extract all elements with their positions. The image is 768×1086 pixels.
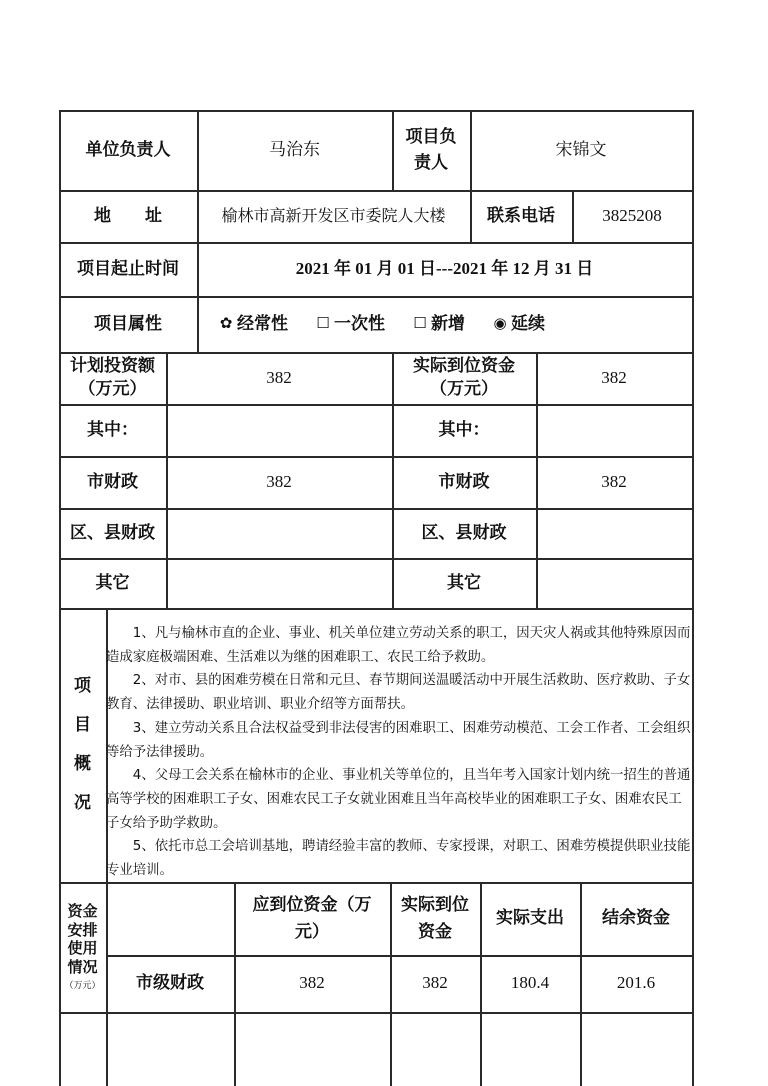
- radio-selected-icon: ◉: [493, 314, 507, 333]
- address-value: 榆林市高新开发区市委院人大楼: [221, 205, 446, 225]
- attr-option-label: 一次性: [334, 313, 385, 334]
- col-actual-funds-line2: 资金: [418, 921, 452, 942]
- county-finance-left-label: 区、县财政: [70, 522, 155, 543]
- funds-row-remain: 201.6: [616, 973, 656, 993]
- col-due-funds-line2: 元）: [295, 921, 329, 942]
- col-actual-funds-header: [390, 882, 480, 955]
- funds-title-chars: 安排: [67, 920, 98, 939]
- phone-value: 3825208: [602, 205, 662, 225]
- county-finance-right-label: 区、县财政: [421, 522, 507, 543]
- col-due-funds-header: [234, 882, 390, 955]
- among-right-label: 其中：: [438, 419, 490, 440]
- funds-title-chars: 情况: [67, 958, 98, 977]
- phone-label: 联系电话: [487, 205, 555, 226]
- funds-row-due: 382: [299, 973, 325, 993]
- project-head-label-line2: 责人: [414, 153, 448, 173]
- city-finance-right-label: 市财政: [438, 471, 490, 492]
- overview-title-char: 况: [74, 793, 91, 814]
- unit-head-label: 单位负责人: [85, 139, 171, 160]
- city-finance-left-label: 市财政: [87, 471, 138, 492]
- other-right-label: 其它: [447, 572, 481, 593]
- attr-option-new[interactable]: [411, 311, 465, 337]
- overview-title-char: 目: [74, 714, 91, 735]
- attr-option-label: 经常性: [237, 313, 288, 334]
- overview-text: [106, 622, 692, 883]
- attr-option-label: 新增: [431, 313, 465, 334]
- overview-title-char: 项: [74, 675, 91, 696]
- attr-label: 项目属性: [94, 313, 162, 334]
- col-due-funds-line1: 应到位资金（万: [252, 895, 372, 916]
- funds-title-chars: 使用: [67, 939, 98, 958]
- funds-title-chars: 资金: [67, 901, 98, 920]
- plan-invest-value: 382: [266, 367, 292, 387]
- overview-title-char: 概: [74, 754, 91, 774]
- plan-invest-label-line2: （万元）: [78, 379, 147, 399]
- plan-invest-label: [59, 352, 166, 404]
- attr-option-label: 延续: [511, 313, 545, 334]
- among-left-label: 其中：: [87, 419, 138, 440]
- period-value: 2021 年 01 月 01 日---2021 年 12 月 31 日: [295, 258, 594, 278]
- period-label: 项目起止时间: [77, 258, 179, 279]
- actual-funds-label: [392, 352, 536, 404]
- attr-option-onetime[interactable]: [314, 311, 385, 337]
- address-label: 地 址: [94, 205, 162, 226]
- funds-title: [59, 882, 106, 1012]
- overview-paragraph: 1、凡与榆林市直的企业、事业、机关单位建立劳动关系的职工，因天灾人祸或其他特殊原因而造成家庭极端困难、生活难以为继的困难职工、农民工给予救助。: [106, 626, 691, 665]
- checkbox-empty-icon: ☐: [413, 314, 427, 333]
- city-finance-left-value: 382: [266, 471, 292, 491]
- col-actual-funds-line1: 实际到位: [401, 895, 469, 916]
- unit-head-value: 马治东: [269, 139, 320, 160]
- overview-paragraph: 3、建立劳动关系且合法权益受到非法侵害的困难职工、困难劳动模范、工会工作者、工会组织等给予法律援助。: [106, 720, 691, 760]
- overview-paragraph: 2、对市、县的困难劳模在日常和元旦、春节期间送温暖活动中开展生活救助、医疗救助、子女教育、法律援助、职业培训、职业介绍等方面帮扶。: [106, 673, 691, 713]
- col-remain-header: 结余资金: [602, 908, 670, 929]
- flower-icon: ✿: [219, 314, 233, 333]
- funds-row-actual: 382: [422, 973, 448, 993]
- plan-invest-label-line1: 计划投资额: [70, 356, 155, 377]
- project-head-value: 宋锦文: [555, 139, 607, 160]
- attr-options: [197, 296, 692, 352]
- attr-option-continue[interactable]: [491, 311, 545, 337]
- col-spent-header: 实际支出: [496, 908, 564, 929]
- project-head-label: [392, 110, 470, 190]
- funds-row-spent: 180.4: [510, 973, 550, 993]
- project-head-label-line1: 项目负: [405, 126, 457, 147]
- actual-funds-value: 382: [601, 367, 627, 387]
- funds-title-unit: （万元）: [64, 980, 101, 991]
- funds-row-label: 市级财政: [136, 973, 204, 994]
- city-finance-right-value: 382: [601, 471, 627, 491]
- checkbox-empty-icon: ☐: [316, 314, 330, 333]
- actual-funds-label-line2: （万元）: [430, 379, 498, 399]
- overview-paragraph: 5、依托市总工会培训基地，聘请经验丰富的教师、专家授课，对职工、困难劳模提供职业技能专业培训。: [106, 839, 691, 879]
- overview-paragraph: 4、父母工会关系在榆林市的企业、事业机关等单位的，且当年考入国家计划内统一招生的普通高等学校的困难职工子女、困难农民工子女就业困难且当年高校毕业的困难职工子女、困难农民工子女给予助学救助。: [106, 768, 691, 831]
- attr-option-regular[interactable]: [217, 311, 288, 337]
- overview-title: [59, 608, 106, 882]
- actual-funds-label-line1: 实际到位资金: [413, 356, 515, 377]
- other-left-label: 其它: [95, 572, 130, 593]
